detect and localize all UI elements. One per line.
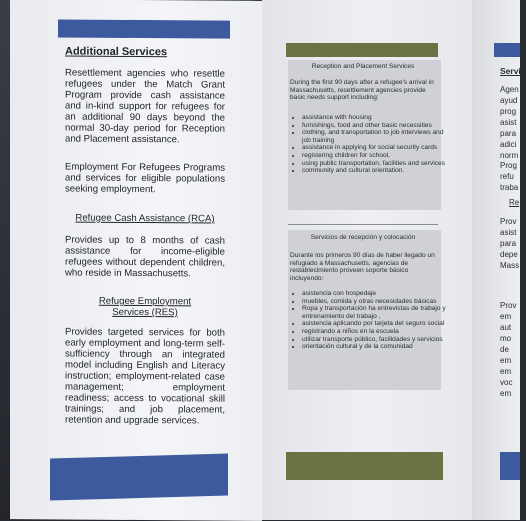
list-item: • asistencia aplicando por tarjeta del seguro social bbox=[302, 320, 452, 328]
recepcion-services-list bbox=[288, 290, 452, 351]
employment-paragraph: Employment For Refugees Programs and services for eligible populations seeking employment. bbox=[65, 161, 225, 196]
right-top-bar bbox=[494, 43, 520, 57]
rca-paragraph: Provides up to 8 months of cash assistance for income-eligible refugees without dependent children, who reside in Massachusetts. bbox=[65, 234, 225, 280]
list-item: • assistance with housing bbox=[302, 114, 452, 122]
list-item: • using public transportation, facilities and services bbox=[302, 160, 452, 168]
list-item: • muebles, comida y otras necesidades básicas bbox=[302, 298, 452, 306]
list-item: • assistance in applying for social security cards bbox=[302, 144, 452, 152]
left-top-bar bbox=[58, 19, 230, 38]
right-text-b: Prog refu traba bbox=[500, 161, 519, 192]
right-title: Servic bbox=[500, 66, 526, 76]
recepcion-colocacion-title: Servicios de recepción y colocación bbox=[310, 234, 416, 241]
list-item: • community and cultural orientation. bbox=[302, 167, 452, 175]
left-panel bbox=[10, 0, 262, 521]
middle-bottom-bar bbox=[286, 452, 443, 480]
res-paragraph: Provides targeted services for both early employment and long-term self-sufficiency through an integrated model including English and Literacy instruction; employment-related case management; employment readiness; access to vocational skill trainings; and job placement, retention and upgrade services. bbox=[65, 326, 225, 427]
reception-services-list bbox=[288, 114, 452, 175]
reception-placement-title: Reception and Placement Services bbox=[311, 63, 415, 70]
right-subheading: Re bbox=[509, 198, 520, 207]
res-heading-line2: Services (RES) bbox=[112, 306, 178, 319]
right-bottom-bar bbox=[500, 452, 520, 480]
section-divider bbox=[288, 224, 438, 225]
match-grant-paragraph: Resettlement agencies who resettle refugees under the Match Grant Program provide cash assistance and in-kind support for refugees for an additional 90 days beyond the normal 30-day period for Reception and Placement assistance. bbox=[65, 67, 225, 146]
right-text-d: Prov em aut mo de em em voc em bbox=[500, 301, 517, 398]
res-heading-line1: Refugee Employment bbox=[98, 295, 192, 308]
right-text-c: Prov asist para depe Mass bbox=[500, 217, 520, 270]
list-item: • orientación cultural y de la comunidad bbox=[302, 343, 452, 351]
middle-top-bar bbox=[286, 43, 438, 57]
list-item: • asistencia con hospedaje bbox=[302, 290, 452, 298]
list-item: • clothing, and transportation to job interviews and job training bbox=[302, 129, 452, 144]
list-item: • Ropa y transportación ha entrevistas de trabajo y entrenamiento del trabajo , bbox=[302, 305, 452, 320]
list-item: • utilizar transporte público, facilidades y servicios bbox=[302, 336, 452, 344]
recepcion-intro: Durante los primeros 90 días de haber llegado un refugiado a Massachusetts, agencias de restablecimiento proveen soporte básico incluyendo: bbox=[290, 252, 435, 282]
additional-services-title: Additional Services bbox=[65, 45, 168, 59]
right-text-a: Agen ayud prog asist para adici norm bbox=[500, 85, 519, 160]
list-item: • registrando a niños en la escuela bbox=[302, 328, 452, 336]
left-bottom-bar bbox=[50, 454, 228, 501]
rca-heading: Refugee Cash Assistance (RCA) bbox=[75, 212, 215, 225]
list-item: • furnishings, food and other basic necessities bbox=[302, 122, 452, 130]
list-item: • registering children for school, bbox=[302, 152, 452, 160]
reception-intro: During the first 90 days after a refugee's arrival in Massachusetts, resettlement agencies provide basic needs support including: bbox=[290, 79, 434, 102]
